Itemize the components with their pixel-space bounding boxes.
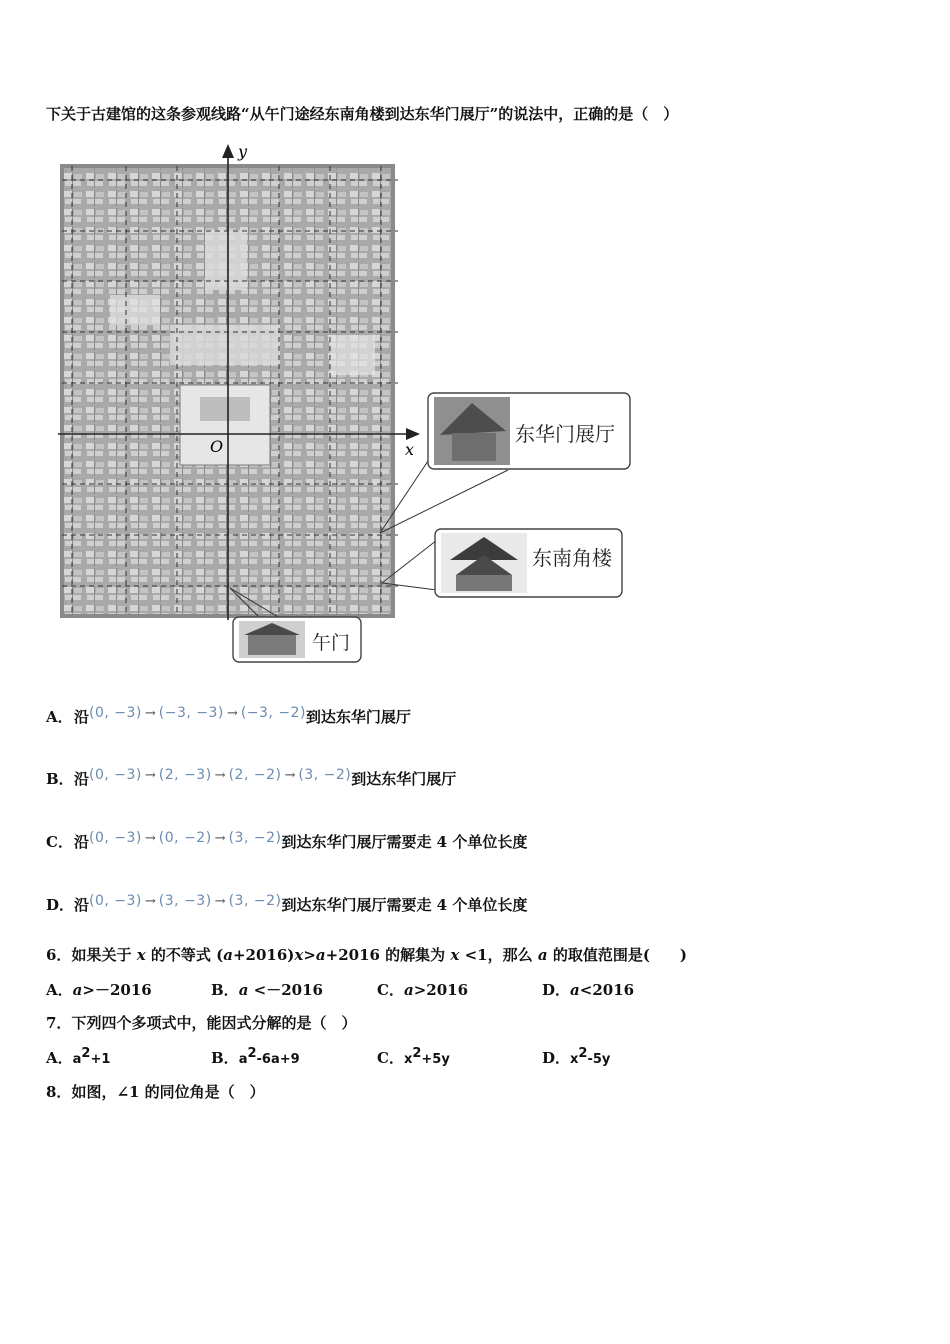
question-intro [46,103,678,124]
y-axis-label: y [238,142,248,161]
q6-choice-a: A．a>－2016 [46,981,152,999]
origin-label: O [210,437,224,456]
option-d: D．沿(0, −3) → (3, −3) → (3, −2)到达东华门展厅需要走 4 个单位长度 [46,893,528,914]
q7-choice-a: A．$a^2+1$ [46,1046,111,1067]
question-8: 8．如图，∠1 的同位角是（ ） [46,1083,265,1101]
q6-choice-d: D．a<2016 [542,981,635,999]
callout-east-gate [428,393,630,469]
callout-meridian-gate [233,617,361,662]
q7-choice-d: D．$x^2-5y$ [542,1046,611,1067]
svg-text:东南角楼: 东南角楼 [532,546,612,570]
q6-choice-b: B．a <－2016 [211,981,323,999]
q7-choice-b: B．$a^2-6a+9$ [211,1046,300,1067]
option-a: A．沿(0, −3) → (−3, −3) → (−3, −2)到达东华门展厅 [46,705,411,726]
option-c: C．沿(0, −3) → (0, −2) → (3, −2)到达东华门展厅需要走 4 个单位长度 [46,830,528,851]
question-intro-text: 下关于古建馆的这条参观线路“从午门途经东南角楼到达东华门展厅”的说法中，正确的是（ ） [46,105,679,123]
svg-text:午门: 午门 [312,632,351,654]
q7-choice-c: C．$x^2+5y$ [377,1046,450,1067]
x-axis-label: x [405,440,415,459]
callout-corner-tower [435,529,622,597]
option-b: B．沿(0, −3) → (2, −3) → (2, −2) → (3, −2)到达东华门展厅 [46,767,457,788]
question-7: 7．下列四个多项式中，能因式分解的是（ ） [46,1014,357,1032]
q6-choice-c: C．a>2016 [377,981,469,999]
question-6: 6．如果关于 x 的不等式 (a+2016)x>a+2016 的解集为 x <1，那么 a 的取值范围是( ) [46,946,688,964]
palace-map-figure [40,135,640,670]
svg-text:东华门展厅: 东华门展厅 [515,422,615,446]
